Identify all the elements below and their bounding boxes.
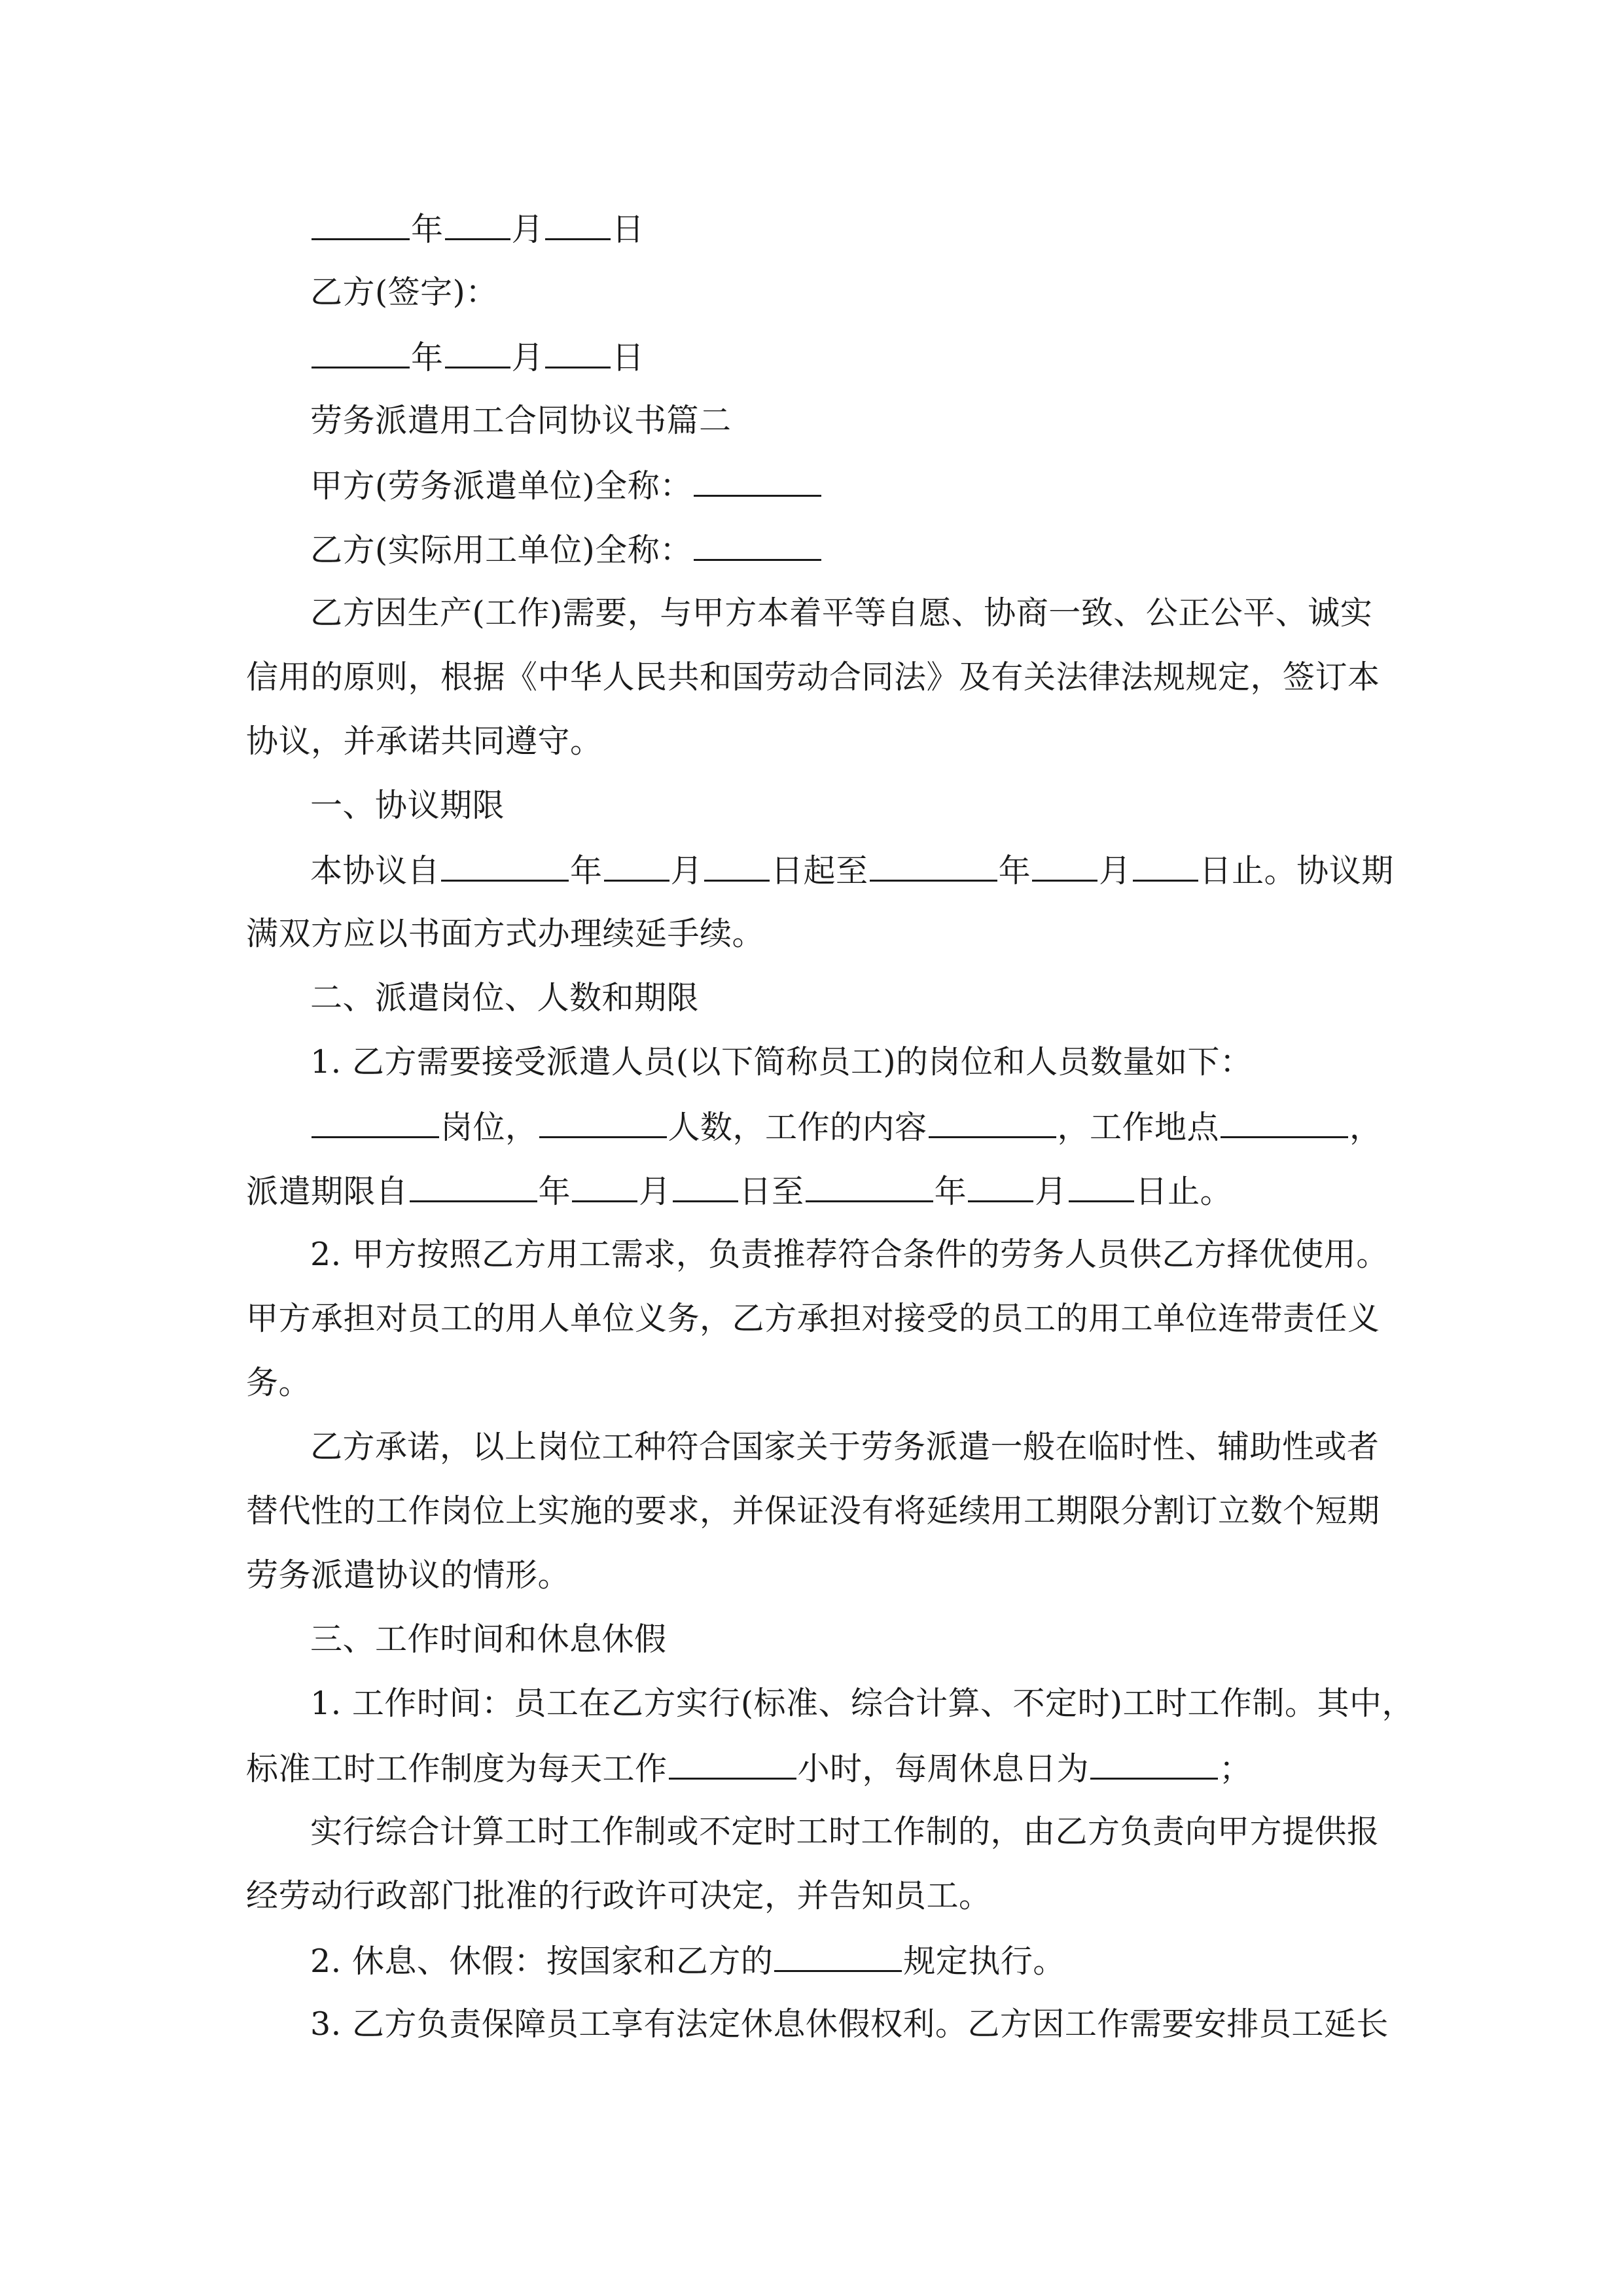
s1-text-a: 本协议自: [310, 852, 440, 889]
s3-item1-text-2c: ；: [1219, 1750, 1252, 1787]
daily-hours-blank: [669, 1736, 796, 1780]
month-label: 月: [511, 339, 544, 376]
s2-item2-text-2: 甲方承担对员工的用人单位义务，乙方承担对接受的员工的用工单位连带责任义: [246, 1300, 1380, 1337]
s3-note-text-2: 经劳动行政部门批准的行政许可决定，并告知员工。: [246, 1877, 991, 1914]
day-label: 日: [612, 211, 645, 248]
intro-line-2: [246, 645, 1378, 709]
section-1-heading: [310, 774, 1378, 838]
signature-date-line-1: [310, 196, 1378, 260]
s2-row2-b: 年: [538, 1173, 571, 1210]
section-3-item-1-line-2: [246, 1736, 1378, 1800]
party-b-blank: [694, 517, 821, 561]
dispatch-end-month-blank: [968, 1158, 1033, 1202]
section-title-text: 劳务派遣用工合同协议书篇二: [310, 402, 732, 439]
s3-item1-text-2b: 小时，每周休息日为: [797, 1750, 1090, 1787]
s3-item1-text-1: 1. 工作时间：员工在乙方实行(标准、综合计算、不定时)工时工作制。其中，: [310, 1685, 1415, 1722]
year-blank: [312, 325, 410, 368]
end-day-blank: [1133, 838, 1198, 882]
s1-text-c: 月: [670, 852, 704, 889]
party-b-signature-line: [310, 260, 1378, 325]
section-1-title: 一、协议期限: [310, 787, 505, 824]
section-3-item-3: [310, 1992, 1389, 2056]
end-year-blank: [870, 838, 997, 882]
section-2-promise-line-1: [310, 1415, 1378, 1479]
s2-row2-d: 日至: [739, 1173, 804, 1210]
party-b-line: [310, 517, 1378, 581]
start-year-blank: [441, 838, 569, 882]
weekly-rest-day-blank: [1090, 1736, 1218, 1780]
section-2-item-1: [310, 1030, 1378, 1094]
s2-row1-c: ，工作地点: [1057, 1109, 1220, 1146]
s2-row1-a: 岗位，: [440, 1109, 538, 1146]
s2-row2-a: 派遣期限自: [246, 1173, 408, 1210]
s2-promise-text-3: 劳务派遣协议的情形。: [246, 1556, 571, 1594]
dispatch-start-day-blank: [673, 1158, 738, 1202]
work-location-blank: [1221, 1094, 1348, 1138]
s1-text-e: 年: [998, 852, 1031, 889]
position-blank: [312, 1094, 439, 1138]
s2-item2-text-3: 务。: [246, 1364, 312, 1401]
s2-row2-e: 年: [934, 1173, 967, 1210]
s3-item1-text-2a: 标准工时工作制度为每天工作: [246, 1750, 668, 1787]
section-3-note-line-2: [246, 1864, 1378, 1928]
s1-text-d: 日起至: [771, 852, 868, 889]
intro-line-3: [246, 709, 1378, 774]
year-blank: [312, 196, 410, 240]
intro-text-3: 协议，并承诺共同遵守。: [246, 723, 603, 760]
dispatch-end-year-blank: [806, 1158, 933, 1202]
section-3-note-line-1: [310, 1800, 1378, 1864]
s2-row2-g: 日止。: [1135, 1173, 1233, 1210]
day-label: 日: [612, 339, 645, 376]
section-2-item-2-line-1: [310, 1223, 1389, 1287]
section-3-heading: [310, 1607, 1378, 1672]
s2-promise-text-2: 替代性的工作岗位上实施的要求，并保证没有将延续用工期限分割订立数个短期: [246, 1492, 1380, 1530]
year-label: 年: [411, 339, 444, 376]
headcount-blank: [539, 1094, 667, 1138]
section-1-line-1: [310, 838, 1394, 902]
day-blank: [545, 196, 611, 240]
party-b-label: 乙方(实际用工单位)全称：: [310, 531, 692, 569]
s3-item2-text-a: 2. 休息、休假：按国家和乙方的: [310, 1943, 774, 1980]
section-1-line-2: [246, 902, 1378, 966]
section-2-item-2-line-3: [246, 1351, 1378, 1415]
signature-date-line-2: [310, 325, 1378, 389]
s2-row2-f: 月: [1035, 1173, 1067, 1210]
section-title: [310, 389, 1378, 453]
party-a-blank: [694, 453, 821, 497]
s2-item2-text-1: 2. 甲方按照乙方用工需求，负责推荐符合条件的劳务人员供乙方择优使用。: [310, 1236, 1389, 1273]
start-day-blank: [704, 838, 770, 882]
s1-text-2: 满双方应以书面方式办理续延手续。: [246, 915, 765, 952]
job-content-blank: [929, 1094, 1056, 1138]
month-label: 月: [511, 211, 544, 248]
section-3-item-2: [310, 1928, 1378, 1992]
section-3-title: 三、工作时间和休息休假: [310, 1621, 667, 1658]
s2-row2-c: 月: [639, 1173, 671, 1210]
dispatch-start-month-blank: [572, 1158, 637, 1202]
intro-line-1: [310, 581, 1378, 645]
party-b-sign-label: 乙方(签字)：: [310, 274, 498, 311]
section-2-row-1: [310, 1094, 1382, 1158]
section-2-row-2: [246, 1158, 1378, 1223]
start-month-blank: [604, 838, 669, 882]
section-2-title: 二、派遣岗位、人数和期限: [310, 979, 700, 1016]
s3-note-text-1: 实行综合计算工时工作制或不定时工时工作制的，由乙方负责向甲方提供报: [310, 1813, 1380, 1850]
intro-text-2: 信用的原则，根据《中华人民共和国劳动合同法》及有关法律法规规定，签订本: [246, 658, 1380, 696]
s2-promise-text-1: 乙方承诺，以上岗位工种符合国家关于劳务派遣一般在临时性、辅助性或者: [310, 1428, 1380, 1465]
s2-item1-text: 1. 乙方需要接受派遣人员(以下简称员工)的岗位和人员数量如下：: [310, 1043, 1253, 1081]
s1-text-g: 日止。协议期: [1199, 852, 1394, 889]
dispatch-start-year-blank: [410, 1158, 537, 1202]
section-3-item-1-line-1: [310, 1672, 1415, 1736]
year-label: 年: [411, 211, 444, 248]
day-blank: [545, 325, 611, 368]
s2-row1-b: 人数，工作的内容: [668, 1109, 927, 1146]
party-a-label: 甲方(劳务派遣单位)全称：: [310, 467, 692, 505]
s2-row1-d: ，: [1349, 1109, 1382, 1146]
month-blank: [445, 325, 510, 368]
party-a-line: [310, 453, 1378, 517]
s3-item2-text-b: 规定执行。: [903, 1943, 1065, 1980]
dispatch-end-day-blank: [1069, 1158, 1134, 1202]
section-2-item-2-line-2: [246, 1287, 1378, 1351]
section-2-promise-line-3: [246, 1543, 1378, 1607]
month-blank: [445, 196, 510, 240]
regulation-blank: [774, 1928, 902, 1972]
s1-text-b: 年: [570, 852, 603, 889]
section-2-promise-line-2: [246, 1479, 1378, 1543]
section-2-heading: [310, 966, 1378, 1030]
s3-item3-text: 3. 乙方负责保障员工享有法定休息休假权利。乙方因工作需要安排员工延长: [310, 2005, 1389, 2043]
s1-text-f: 月: [1099, 852, 1132, 889]
intro-text-1: 乙方因生产(工作)需要，与甲方本着平等自愿、协商一致、公正公平、诚实: [310, 594, 1373, 632]
end-month-blank: [1032, 838, 1097, 882]
